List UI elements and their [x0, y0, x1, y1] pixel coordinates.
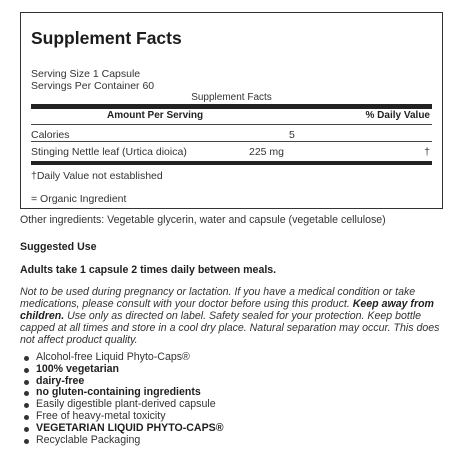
warning-keep-away: Keep away from children. — [20, 298, 434, 322]
table-caption: Supplement Facts — [191, 92, 272, 103]
feature-item: 100% vegetarian — [20, 364, 224, 376]
servings-per-container: Servings Per Container 60 — [31, 80, 155, 92]
warning-text — [20, 286, 440, 346]
feature-item: Recyclable Packaging — [20, 435, 224, 447]
warning-part1: Not to be used during pregnancy or lactation. If you have a medical condition or take medications, please consult with your doctor before using this product. — [20, 286, 416, 310]
divider — [31, 141, 432, 142]
feature-list — [20, 352, 224, 446]
feature-item: VEGETARIAN LIQUID PHYTO-CAPS® — [20, 423, 224, 435]
panel-title: Supplement Facts — [31, 28, 182, 48]
row-label-nettle: Stinging Nettle leaf (Urtica dioica) — [31, 146, 187, 158]
supplement-facts-panel — [20, 12, 443, 209]
row-amount-calories: 5 — [289, 129, 295, 141]
header-amount: Amount Per Serving — [107, 110, 204, 121]
footnote-daily-value: †Daily Value not established — [31, 170, 163, 182]
feature-item: Easily digestible plant-derived capsule — [20, 399, 224, 411]
header-daily-value: % Daily Value — [365, 110, 430, 121]
row-label-calories: Calories — [31, 129, 70, 141]
warning-part2: Use only as directed on label. Safety sealed for your protection. Keep bottle capped at all times and store in a cool dry place. Natural separation may occur. This does not affect product quality. — [20, 310, 440, 346]
divider — [31, 124, 432, 125]
feature-item: no gluten-containing ingredients — [20, 387, 224, 399]
row-dv-nettle: † — [424, 146, 430, 158]
thick-divider — [31, 104, 432, 109]
feature-item: Free of heavy-metal toxicity — [20, 411, 224, 423]
dosage-instructions: Adults take 1 capsule 2 times daily between meals. — [20, 264, 277, 276]
row-amount-nettle: 225 mg — [249, 146, 285, 158]
footnote-organic: = Organic Ingredient — [31, 193, 127, 205]
feature-item: dairy-free — [20, 376, 224, 388]
feature-item: Alcohol-free Liquid Phyto-Caps® — [20, 352, 224, 364]
suggested-use-heading: Suggested Use — [20, 241, 97, 253]
other-ingredients: Other ingredients: Vegetable glycerin, water and capsule (vegetable cellulose) — [20, 214, 386, 226]
serving-size: Serving Size 1 Capsule — [31, 68, 141, 80]
thick-divider — [31, 161, 432, 165]
serving-info — [31, 68, 154, 92]
